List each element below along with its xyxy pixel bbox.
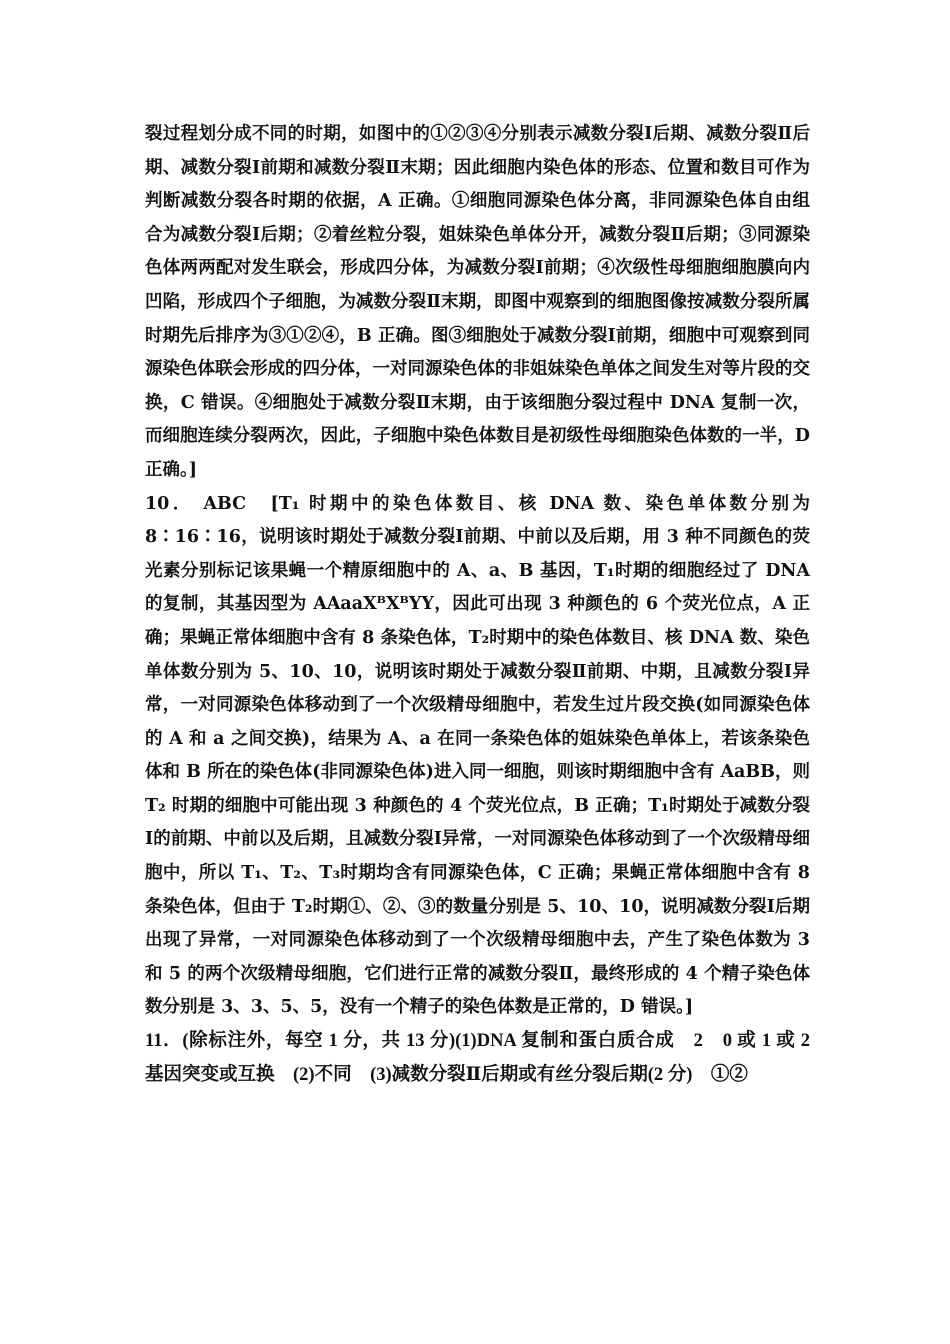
answer-text-block — [145, 118, 829, 1092]
paragraph-q10-answer: 10． ABC [T₁ 时期中的染色体数目、核 DNA 数、染色单体数分别为 8∶16∶16，说明该时期处于减数分裂Ⅰ前期、中前以及后期，用 3 种不同颜色的荧光素分别标记该果蝇一个精原细胞中的 A、a、B 基因，T₁时期的细胞经过了 DNA 的复制，其基因型为 AAaaXᴮXᴮYY，因此可出现 3 种颜色的 6 个荧光位点，A 正确；果蝇正常体细胞中含有 8 条染色体，T₂时期中的染色体数目、核 DNA 数、染色单体数分别为 5、10、10，说明该时期处于减数分裂Ⅱ前期、中期，且减数分裂Ⅰ异常，一对同源染色体移动到了一个次级精母细胞中，若发生过片段交换(如同源染色体的 A 和 a 之间交换)，结果为 A、a 在同一条染色体的姐妹染色单体上，若该条染色体和 B 所在的染色体(非同源染色体)进入同一细胞，则该时期细胞中含有 AaBB，则 T₂ 时期的细胞中可能出现 3 种颜色的 4 个荧光位点，B 正确；T₁时期处于减数分裂Ⅰ的前期、中前以及后期，且减数分裂Ⅰ异常，一对同源染色体移动到了一个次级精母细胞中，所以 T₁、T₂、T₃时期均含有同源染色体，C 正确；果蝇正常体细胞中含有 8 条染色体，但由于 T₂时期①、②、③的数量分别是 5、10、10，说明减数分裂Ⅰ后期出现了异常，一对同源染色体移动到了一个次级精母细胞中去，产生了染色体数为 3 和 5 的两个次级精母细胞，它们进行正常的减数分裂Ⅱ，最终形成的 4 个精子染色体数分别是 3、3、5、5，没有一个精子的染色体数是正常的，D 错误。] — [145, 493, 810, 1018]
paragraph-q9-explanation: 裂过程划分成不同的时期，如图中的①②③④分别表示减数分裂Ⅰ后期、减数分裂Ⅱ后期、减数分裂Ⅰ前期和减数分裂Ⅱ末期；因此细胞内染色体的形态、位置和数目可作为判断减数分裂各时期的依据，A 正确。①细胞同源染色体分离，非同源染色体自由组合为减数分裂Ⅰ后期；②着丝粒分裂，姐妹染色单体分开，减数分裂Ⅱ后期；③同源染色体两两配对发生联会，形成四分体，为减数分裂Ⅰ前期；④次级性母细胞细胞膜向内凹陷，形成四个子细胞，为减数分裂Ⅱ末期，即图中观察到的细胞图像按减数分裂所属时期先后排序为③①②④，B 正确。图③细胞处于减数分裂Ⅰ前期，细胞中可观察到同源染色体联会形成的四分体，一对同源染色体的非姐妹染色单体之间发生对等片段的交换，C 错误。④细胞处于减数分裂Ⅱ末期，由于该细胞分裂过程中 DNA 复制一次，而细胞连续分裂两次，因此，子细胞中染色体数目是初级性母细胞染色体数的一半，D 正确。] — [145, 124, 810, 480]
paragraph-q11-answer: 11．(除标注外，每空 1 分，共 13 分)(1)DNA 复制和蛋白质合成 2 0 或 1 或 2 基因突变或互换 (2)不同 (3)减数分裂Ⅱ后期或有丝分裂后期(2 分) ①② — [145, 1031, 829, 1085]
